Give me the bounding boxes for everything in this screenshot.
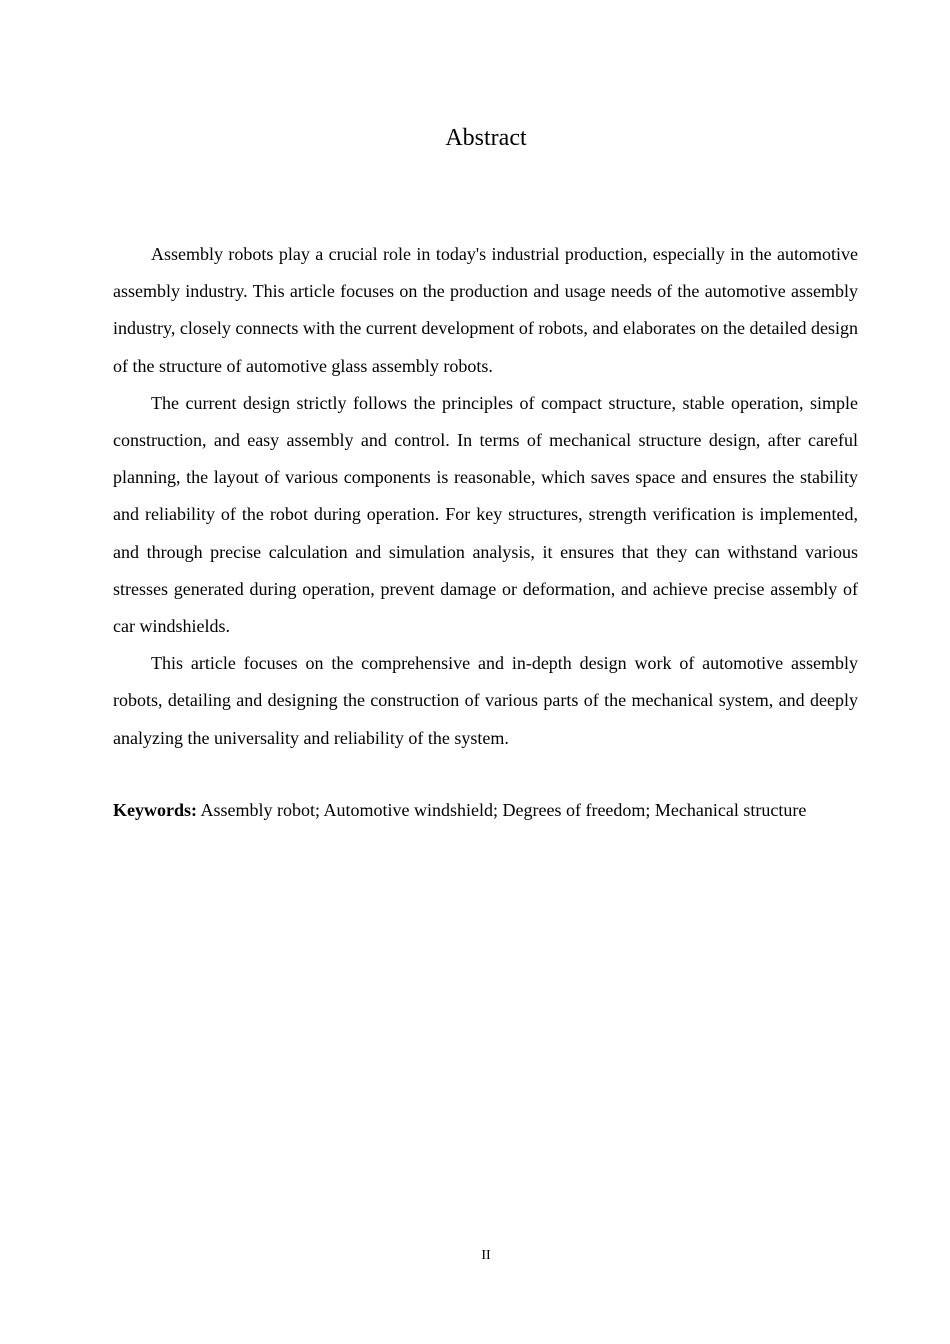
page-number: II bbox=[481, 1248, 491, 1263]
abstract-paragraph-1: Assembly robots play a crucial role in today's industrial production, especially in the automotive assembly industry. This article focuses on the production and usage needs of the automotive assembly industry, closely connects with the current development of robots, and elaborates on the detailed design of the structure of automotive glass assembly robots. bbox=[113, 244, 858, 376]
page-title: Abstract bbox=[445, 125, 527, 151]
keywords-label: Keywords: bbox=[113, 800, 197, 820]
abstract-body bbox=[113, 236, 858, 757]
keywords-text: Assembly robot; Automotive windshield; Degrees of freedom; Mechanical structure bbox=[197, 800, 807, 820]
keywords-line bbox=[113, 792, 873, 829]
abstract-paragraph-2: The current design strictly follows the principles of compact structure, stable operation, simple construction, and easy assembly and control. In terms of mechanical structure design, after careful planning, the layout of various components is reasonable, which saves space and ensures the stability and reliability of the robot during operation. For key structures, strength verification is implemented, and through precise calculation and simulation analysis, it ensures that they can withstand various stresses generated during operation, prevent damage or deformation, and achieve precise assembly of car windshields. bbox=[113, 392, 858, 637]
abstract-paragraph-3: This article focuses on the comprehensive and in-depth design work of automotive assembly robots, detailing and designing the construction of various parts of the mechanical system, and deeply analyzing the universality and reliability of the system. bbox=[113, 653, 858, 748]
